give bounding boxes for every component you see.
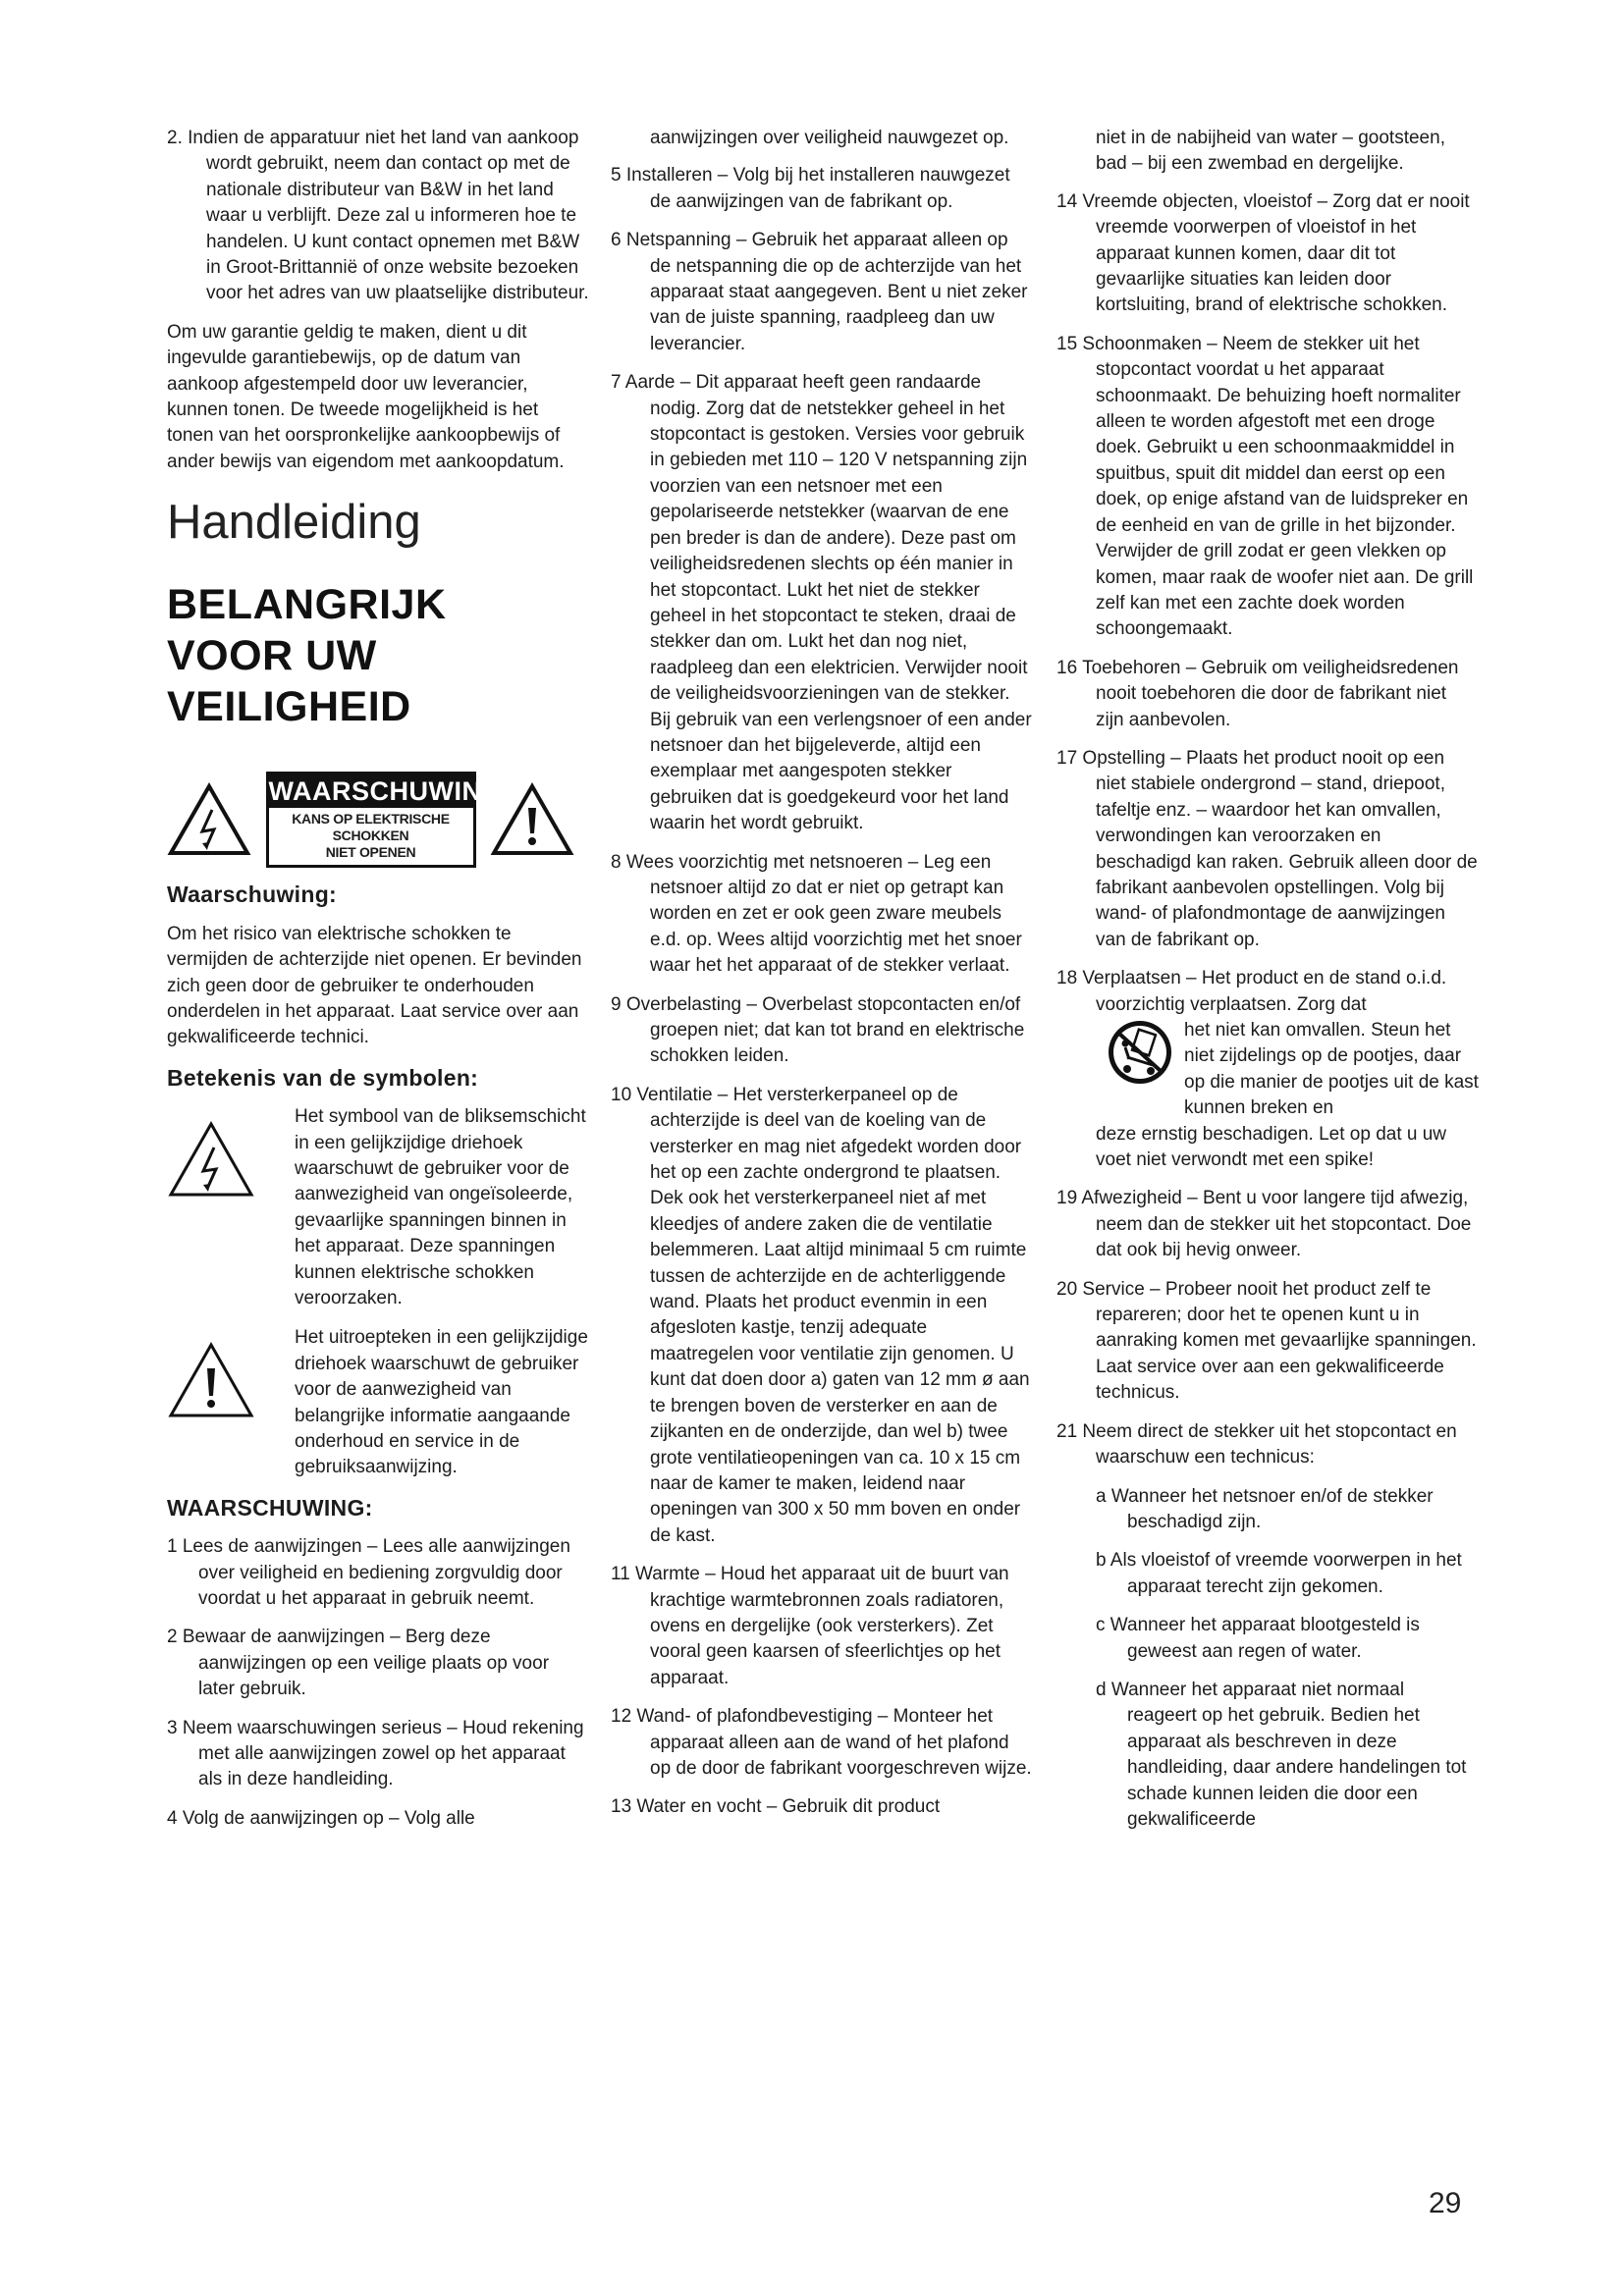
list-item: 1 Lees de aanwijzingen – Lees alle aanwijzingen over veiligheid en bediening zorgvuldig door voordat u het apparaat in gebruik neemt. — [167, 1536, 570, 1610]
item18-head: 18 Verplaatsen – Het product en de stand o.i.d. voorzichtig verplaatsen. Zorg dat — [1056, 968, 1447, 1015]
symbol-row-lightning — [167, 1104, 589, 1311]
item18-side-text: het niet kan omvallen. Steun het niet zijdelings op de pootjes, daar op die manier de pootjes uit de kast kunnen breken en — [1184, 1020, 1479, 1119]
symbol-exclamation-text: Het uitroepteken in een gelijkzijdige driehoek waarschuwt de gebruiker voor de aanwezigheid van belangrijke informatie aangaande onderhoud en service in de gebruiksaanwijzing. — [295, 1327, 588, 1478]
cart-tip-over-icon — [1106, 1018, 1174, 1087]
list-item: 20 Service – Probeer nooit het product zelf te repareren; door het te openen kunt u in aanraking komen met gevaarlijke spanningen. Laat service over aan een gekwalificeerde technicus. — [1056, 1278, 1477, 1404]
warning-label-graphic — [167, 772, 574, 868]
list-item: 19 Afwezigheid – Bent u voor langere tijd afwezig, neem dan de stekker uit het stopcontact. Doe dat ook bij hevig onweer. — [1056, 1188, 1472, 1261]
section-title: Handleiding — [167, 496, 421, 550]
warranty-paragraph: Om uw garantie geldig te maken, dient u dit ingevulde garantiebewijs, op de datum van aankoop afgestempeld door uw leverancier, kunnen tonen. De tweede mogelijkheid is het tonen van het oorspronkelijke aankoopbewijs of ander bewijs van eigendom met aankoopdatum. — [167, 321, 565, 472]
warning-text: Om het risico van elektrische schokken te vermijden de achterzijde niet openen. Er bevinden zich geen door de gebruiker te onderhouden onderdelen in het apparaat. Laat service over aan gekwalificeerde technici. — [167, 923, 582, 1048]
safety-heading-line-2: VOOR UW — [167, 632, 377, 680]
column-1 — [167, 126, 589, 1844]
list-item: 14 Vreemde objecten, vloeistof – Zorg dat er nooit vreemde voorwerpen of vloeistof in het apparaat kunnen komen, daar dit tot gevaarlijke situaties kan leiden door kortsluiting, brand of elektrische schokken. — [1056, 190, 1470, 316]
warning-label-line-1: KANS OP ELEKTRISCHE SCHOKKEN — [292, 811, 450, 844]
list-item: 7 Aarde – Dit apparaat heeft geen randaarde nodig. Zorg dat de netstekker geheel in het stopcontact is gestoken. Versies voor gebruik in gebieden met 110 – 120 V netspanning zijn voorzien van een netsnoer met een gepolariseerde netstekker (waarvan de ene pen breder is dan de andere). Deze past om veiligheidsredenen slechts op één manier in het stopcontact. Lukt het niet de stekker geheel in het stopcontact te steken, draai de stekker dan om. Lukt het dan nog niet, raadpleeg dan een elektricien. Verwijder nooit de veiligheidsvoorzieningen van de stekker. Bij gebruik van een verlengsnoer of een ander netsnoer dan het bijgeleverde, altijd een exemplaar met aangespoten stekker gebruiken dat is goedgekeurd voor het land waarin het wordt gebruikt. — [611, 372, 1032, 834]
column-3 — [1056, 126, 1479, 1845]
list-item: 8 Wees voorzichtig met netsnoeren – Leg een netsnoer altijd zo dat er niet op getrapt kan worden en zet er ook geen zware meubels e.d. op. Wees altijd voorzichtig met het snoer waar het het apparaat of de stekker verlaat. — [611, 851, 1022, 977]
warning2-heading: WAARSCHUWING: — [167, 1494, 373, 1521]
list-item: 10 Ventilatie – Het versterkerpaneel op de achterzijde is deel van de koeling van de versterker en mag niet afgedekt worden door het op een zachte ondergrond te plaatsen. Dek ook het versterkerpaneel niet af met kleedjes of andere zaken die de ventilatie belemmeren. Laat altijd minimaal 5 cm ruimte tussen de achterzijde en de achterliggende wand. Plaats het product evenmin in een afgesloten kastje, tenzij adequate maatregelen voor ventilatie zijn genomen. U kunt dat doen door a) gaten van 12 mm ø aan te brengen boven de versterker en aan de zijkanten en de onderzijde, dan wel b) twee grote ventilatieopeningen van ca. 10 x 15 cm naar de kamer te maken, leidend naar openingen van 300 x 50 mm boven en onder de kast. — [611, 1084, 1030, 1546]
warning-label-text — [269, 808, 473, 865]
paragraph-item-2: 2. Indien de apparatuur niet het land van aankoop wordt gebruikt, neem dan contact op met de nationale distributeur van B&W in het land waar u verblijft. Deze zal u informeren hoe te handelen. U kunt contact opnemen met B&W in Groot-Brittannië of onze website bezoeken voor het adres van uw plaatselijke distributeur. — [167, 128, 589, 304]
list-item: 13 Water en vocht – Gebruik dit product — [611, 1796, 941, 1818]
safety-heading-line-1: BELANGRIJK — [167, 581, 447, 629]
list-item: 5 Installeren – Volg bij het installeren nauwgezet de aanwijzingen van de fabrikant op. — [611, 165, 1010, 212]
list-item: 2 Bewaar de aanwijzingen – Berg deze aanwijzingen op een veilige plaats op voor later gebruik. — [167, 1627, 550, 1700]
sub-list-item: d Wanneer het apparaat niet normaal reageert op het gebruik. Bedien het apparaat als beschreven in deze handleiding, daar andere handelingen tot schade kunnen leiden die door een gekwalificeerde — [1096, 1679, 1467, 1830]
list-item: 21 Neem direct de stekker uit het stopcontact en waarschuw een technicus: — [1056, 1420, 1457, 1468]
warning-label-line-2: NIET OPENEN — [325, 844, 416, 861]
list-item: 3 Neem waarschuwingen serieus – Houd rekening met alle aanwijzingen zowel op het apparaat als in deze handleiding. — [167, 1717, 584, 1790]
safety-heading — [167, 579, 589, 732]
sub-list-item: c Wanneer het apparaat blootgesteld is geweest aan regen of water. — [1096, 1615, 1420, 1662]
lightning-symbol-icon — [167, 1120, 255, 1199]
list-item-18 — [1056, 966, 1479, 1173]
sub-list-item: b Als vloeistof of vreemde voorwerpen in het apparaat terecht zijn gekomen. — [1096, 1550, 1462, 1597]
safety-heading-line-3: VEILIGHEID — [167, 683, 411, 731]
page-number: 29 — [1429, 2187, 1462, 2219]
list-item: 9 Overbelasting – Overbelast stopcontacten en/of groepen niet; dat kan tot brand en elektrische schokken leiden. — [611, 993, 1025, 1067]
list-item-continuation: niet in de nabijheid van water – gootsteen, bad – bij een zwembad en dergelijke. — [1096, 128, 1445, 175]
list-item: 4 Volg de aanwijzingen op – Volg alle — [167, 1807, 475, 1829]
exclamation-symbol-icon — [167, 1341, 255, 1419]
symbol-row-exclamation — [167, 1325, 589, 1480]
list-item: 17 Opstelling – Plaats het product nooit op een niet stabiele ondergrond – stand, driepoot, tafeltje enz. – waardoor het kan omvallen, verwondingen kan veroorzaken en beschadigd kan raken. Gebruik alleen door de fabrikant aanbevolen opstellingen. Volg bij wand- of plafondmontage de aanwijzingen van de fabrikant op. — [1056, 747, 1478, 950]
warning-heading: Waarschuwing: — [167, 881, 338, 908]
list-item: 12 Wand- of plafondbevestiging – Monteer het apparaat alleen aan de wand of het plafond op de door de fabrikant voorgeschreven wijze. — [611, 1706, 1032, 1779]
symbol-lightning-text: Het symbool van de bliksemschicht in een gelijkzijdige driehoek waarschuwt de gebruiker voor de aanwezigheid van ongeïsoleerde, gevaarlijke spanningen binnen in het apparaat. Deze spanningen kunnen elektrische schokken veroorzaken. — [295, 1106, 586, 1308]
list-item-continuation: aanwijzingen over veiligheid nauwgezet op. — [650, 128, 1009, 148]
lightning-triangle-icon — [167, 782, 251, 857]
list-item: 15 Schoonmaken – Neem de stekker uit het stopcontact voordat u het apparaat schoonmaakt. De behuizing hoeft normaliter alleen te worden afgestoft met een droge doek. Gebruikt u een schoonmaakmiddel in spuitbus, spuit dit middel dan eerst op een doek, op enige afstand van de luidspreker en de eenheid en van de grille in het bijzonder. Verwijder de grill zodat er geen vlekken op komen, maar raak de woofer niet aan. De grill zelf kan met een zachte doek worden schoongemaakt. — [1056, 333, 1474, 640]
column-2 — [611, 126, 1033, 1834]
list-item: 16 Toebehoren – Gebruik om veiligheidsredenen nooit toebehoren die door de fabrikant niet zijn aanbevolen. — [1056, 657, 1459, 730]
item18-tail: deze ernstig beschadigen. Let op dat u uw voet niet verwondt met een spike! — [1096, 1123, 1447, 1171]
exclamation-triangle-icon — [490, 782, 574, 857]
symbols-heading: Betekenis van de symbolen: — [167, 1064, 479, 1091]
list-item: 6 Netspanning – Gebruik het apparaat alleen op de netspanning die op de achterzijde van het apparaat staat aangegeven. Bent u niet zeker van de juiste spanning, raadpleeg dan uw leverancier. — [611, 230, 1028, 354]
sub-list-item: a Wanneer het netsnoer en/of de stekker beschadigd zijn. — [1096, 1485, 1434, 1532]
list-item: 11 Warmte – Houd het apparaat uit de buurt van krachtige warmtebronnen zoals radiatoren, ovens en dergelijke (ook versterkers). Zet vooral geen kaarsen of sfeerlichtjes op het apparaat. — [611, 1564, 1009, 1688]
warning-label-title: WAARSCHUWING — [268, 776, 503, 807]
warning-label — [266, 772, 503, 868]
